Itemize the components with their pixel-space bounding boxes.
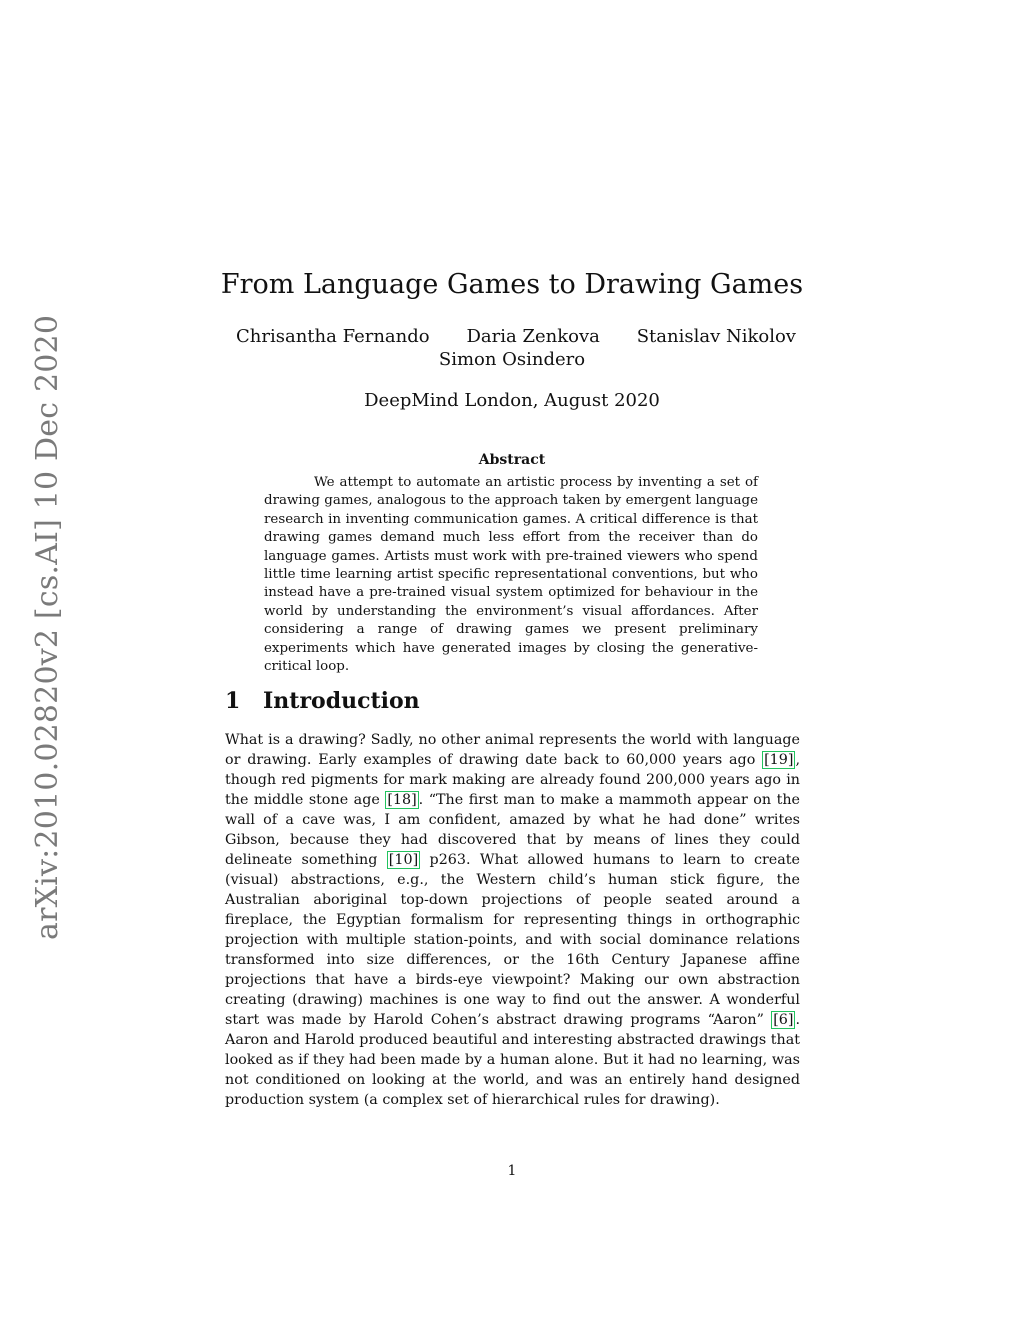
- affiliation-date: DeepMind London, August 2020: [364, 390, 660, 411]
- paragraph-text: p263. What allowed humans to learn to create (visual) abstractions, e.g., the Western child’s human stick figure, the Australian aboriginal top-down projections of people seated around a fireplace, the Egyptian formalism for representing things in orthographic projection with multiple station-points, and with social dominance relations transformed into size differences, or the 16th Century Japanese affine projections that have a birds-eye viewpoint? Making our own abstraction creating (drawing) machines is one way to find out the answer. A wonderful start was made by Harold Cohen’s abstract drawing programs “Aaron”: [225, 852, 800, 1028]
- author-name: Simon Osindero: [438, 349, 586, 370]
- section-heading: [225, 686, 785, 716]
- introduction-paragraph: [225, 730, 800, 1110]
- section-title: Introduction: [263, 688, 420, 714]
- paper-title: From Language Games to Drawing Games: [220, 269, 804, 300]
- author-name: Daria Zenkova: [466, 326, 600, 347]
- abstract-text: We attempt to automate an artistic process by inventing a set of drawing games, analogous to the approach taken by emergent language research in inventing communication games. A critical difference is that drawing games demand much less effort from the receiver than do language games. Artists must work with pre-trained viewers who spend little time learning artist specific representational conventions, but who instead have a pre-trained visual system optimized for behaviour in the world by understanding the environment’s visual affordances. After considering a range of drawing games we present preliminary experiments which have generated images by closing the generative-critical loop.: [264, 475, 758, 675]
- citation-link[interactable]: [18]: [387, 792, 417, 808]
- paragraph-text: , though red pigments for mark making are already found 200,000 years ago in the middle stone age: [225, 752, 800, 808]
- citation-link[interactable]: [19]: [764, 752, 794, 768]
- paragraph-text: What is a drawing? Sadly, no other animal represents the world with language or drawing. Early examples of drawing date back to 60,000 years ago: [225, 732, 800, 768]
- author-name: Chrisantha Fernando: [236, 326, 430, 347]
- author-name: Stanislav Nikolov: [636, 326, 796, 347]
- section-number: 1: [225, 688, 241, 714]
- author-list: [236, 325, 796, 349]
- abstract-heading: Abstract: [478, 452, 546, 468]
- paragraph-text: . Aaron and Harold produced beautiful and interesting abstracted drawings that looked as if they had been made by a human alone. But it had no learning, was not conditioned on looking at the world, and was an entirely hand designed production system (a complex set of hierarchical rules for drawing).: [225, 1012, 800, 1108]
- citation-link[interactable]: [6]: [773, 1012, 794, 1028]
- author-list-second-line: [0, 348, 1024, 372]
- arxiv-identifier-stamp: arXiv:2010.02820v2 [cs.AI] 10 Dec 2020: [30, 314, 65, 940]
- citation-link[interactable]: [10]: [388, 852, 419, 868]
- paragraph-text: . “The first man to make a mammoth appear on the wall of a cave was, I am confident, amazed by what he had done” writes Gibson, because they had discovered that by means of lines they could delineate something: [225, 792, 800, 868]
- page-number: 1: [507, 1163, 517, 1179]
